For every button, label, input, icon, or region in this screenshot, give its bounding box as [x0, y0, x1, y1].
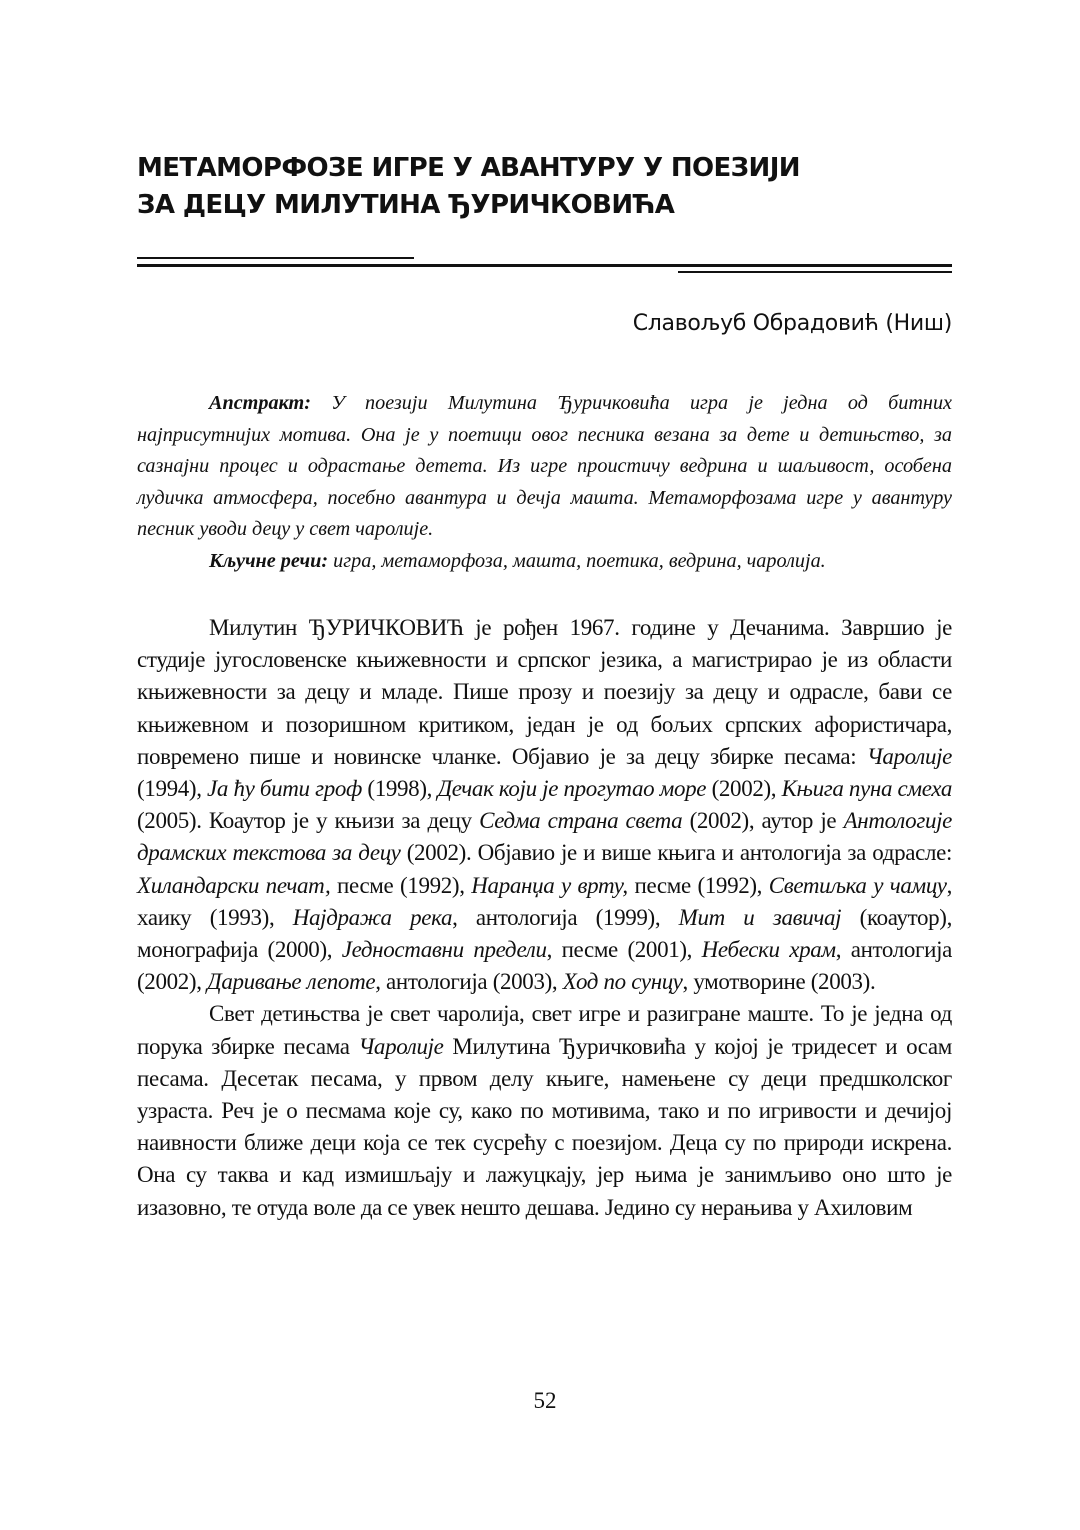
book-title: Наранџа у врту,	[471, 872, 628, 898]
text-run: (2002),	[706, 776, 782, 802]
article-title	[137, 150, 957, 224]
book-title: Чаролије	[866, 743, 952, 769]
article-title-line-2: ЗА ДЕЦУ МИЛУТИНА ЂУРИЧКОВИЋА	[137, 190, 675, 220]
body-paragraph-1	[137, 612, 952, 998]
abstract-block	[137, 388, 952, 577]
text-run: антологија (2003),	[380, 969, 563, 995]
text-run: , антологија (1999),	[452, 904, 679, 930]
article-body	[137, 612, 952, 1224]
book-title: Даривање лепоте,	[207, 969, 381, 995]
book-title: Дечак који је прогутао море	[437, 776, 707, 802]
text-run: , хаику (1993),	[137, 872, 952, 930]
keywords-text: игра, метаморфоза, машта, поетика, ведрина, чаролија.	[328, 549, 826, 572]
author-name: Славољуб Обрадовић (Ниш)	[632, 311, 952, 336]
text-run: песме (1992),	[627, 872, 769, 898]
book-title: Једноставни предели	[341, 937, 547, 963]
article-title-line-1: МЕТАМОРФОЗЕ ИГРЕ У АВАНТУРУ У ПОЕЗИЈИ	[137, 153, 800, 183]
title-rule-short-left	[137, 257, 414, 259]
keywords-label: Кључне речи:	[209, 549, 329, 572]
text-run: песме (1992),	[330, 872, 472, 898]
title-rule-short-right	[678, 271, 952, 273]
abstract-label: Апстракт:	[209, 392, 311, 414]
body-paragraph-2	[137, 998, 952, 1223]
book-title: Најдража река	[292, 904, 453, 930]
abstract-text: У поезији Милутина Ђуричковића игра је једна од битних најприсутнијих мотива. Она је у поетици овог песника везана за дете и детињство, за сазнајни процес и одрастање детета. Из игре проистичу ведрина и шаљивост, особена лудичка атмосфера, посебно авантура и дечја машта. Метаморфозама игре у авантуру песник уводи децу у свет чаролије.	[137, 392, 952, 540]
title-rule-full	[137, 264, 952, 267]
book-title: Седма страна света	[479, 808, 683, 834]
text-run: (1994),	[137, 776, 208, 802]
keywords-paragraph	[137, 546, 952, 578]
book-title: Књига пуна смеха	[781, 776, 952, 802]
book-title: Ход по сунцу	[562, 969, 683, 995]
text-run: (коаутор), монографија (2000),	[137, 904, 953, 963]
text-run: (1998),	[362, 776, 438, 802]
book-title: Мит и завичај	[678, 904, 842, 930]
text-run: (2005). Коаутор је у књизи за децу	[137, 808, 480, 834]
book-title: Антологије драмских текстова за децу	[137, 808, 952, 866]
book-title: Светиљка у чамцу	[768, 872, 947, 898]
text-run: (2002). Објавио је и више књига и антологија за одрасле:	[400, 840, 952, 866]
text-run: Милутин ЂУРИЧКОВИЋ је рођен 1967. године у Дечанима. Завршио је студије југословенске књижевности и српског језика, а магистрирао је из области књижевности за децу и младе. Пише прозу и поезију за децу и одрасле, бави се књижевном и позоришном критиком, један је од бољих српских афористичара, повремено пише и новинске чланке. Објавио је за децу збирке песама:	[137, 615, 952, 769]
text-run: Свет детињства је свет чаролија, свет игре и разигране маште. То је једна од порука збирке песама	[137, 1001, 952, 1059]
book-title: Небески храм	[701, 937, 836, 963]
text-run: , песме (2001),	[546, 937, 702, 963]
text-run: , умотворине (2003).	[682, 969, 876, 995]
text-run: , антологија (2002),	[137, 937, 952, 995]
book-title: Чаролије	[358, 1033, 444, 1059]
text-run: (2002), аутор је	[682, 808, 844, 834]
book-title: Хиландарски печат,	[137, 872, 331, 898]
book-title: Ја ћу бити гроф	[207, 776, 362, 802]
page-number: 52	[533, 1388, 557, 1413]
abstract-paragraph	[137, 388, 952, 546]
text-run: Милутина Ђуричковића у којој је тридесет и осам песама. Десетак песама, у првом делу књиге, намењене су деци предшколског узраста. Реч је о песмама које су, како по мотивима, тако и по игривости и дечијој наивности ближе деци која се тек сусрећу с поезијом. Деца су по природи искрена. Она су таква и кад измишљају и лажуцкају, јер њима је занимљиво оно што је изазовно, те отуда воле да се увек нешто дешава. Једино су нерањива у Ахиловим	[137, 1033, 952, 1220]
